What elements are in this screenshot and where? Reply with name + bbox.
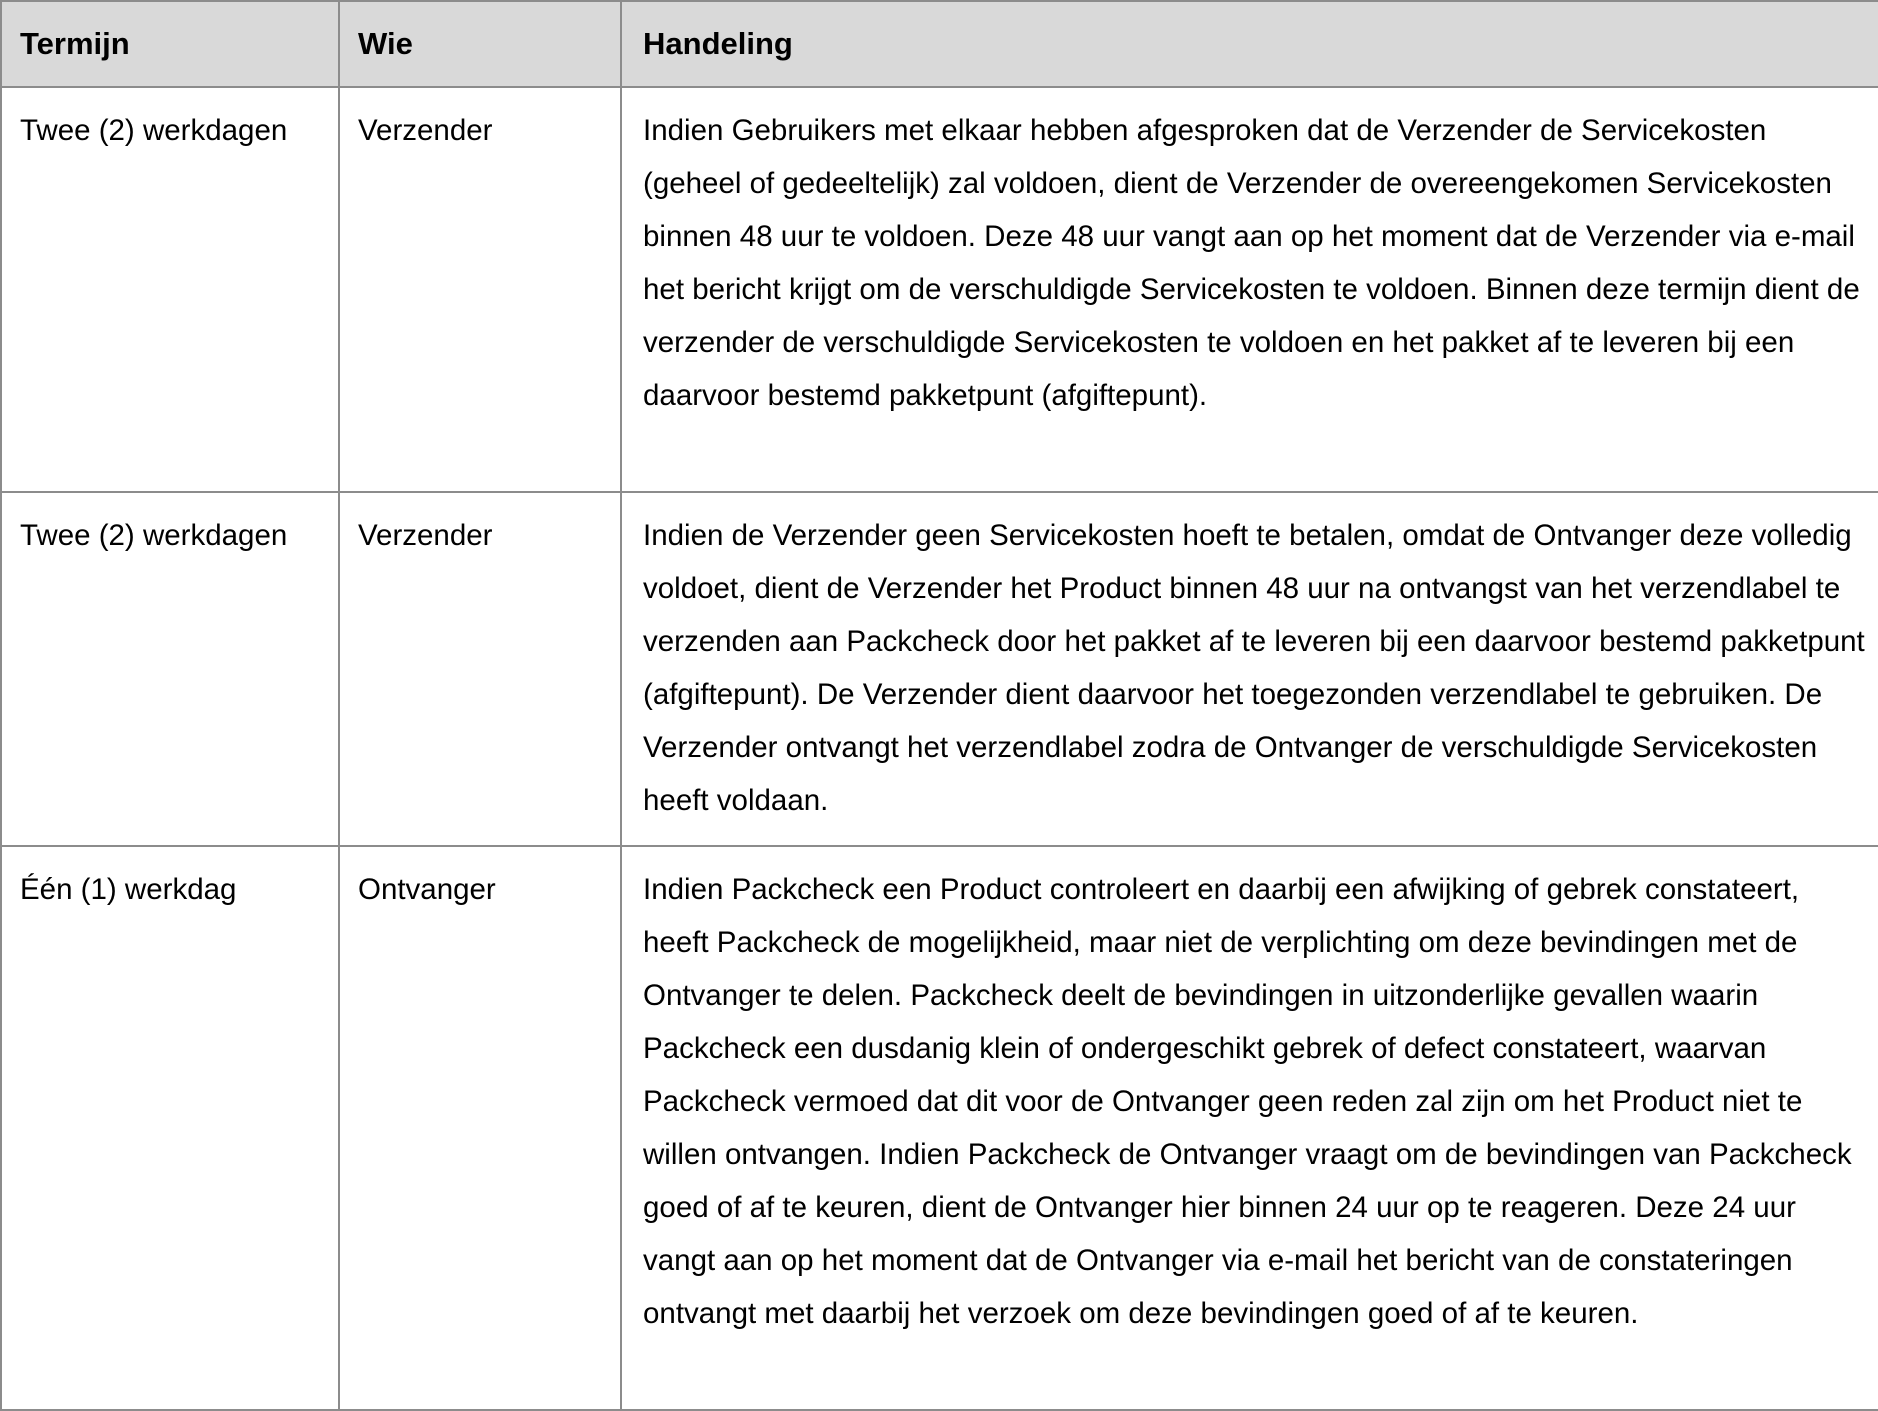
cell-handeling: Indien Packcheck een Product controleert en daarbij een afwijking of gebrek constateert, heeft Packcheck de mogelijkheid, maar niet de verplichting om deze bevindingen met de Ontvanger te delen. Packcheck deelt de bevindingen in uitzonderlijke gevallen waarin Packcheck een dusdanig klein of ondergeschikt gebrek of defect constateert, waarvan Packcheck vermoed dat dit voor de Ontvanger geen reden zal zijn om het Product niet te willen ontvangen. Indien Packcheck de Ontvanger vraagt om de bevindingen van Packcheck goed of af te keuren, dient de Ontvanger hier binnen 24 uur op te reageren. Deze 24 uur vangt aan op het moment dat de Ontvanger via e-mail het bericht van de constateringen ontvangt met daarbij het verzoek om deze bevindingen goed of af te keuren. [621,846,1878,1410]
header-row [1,1,1878,87]
cell-termijn: Twee (2) werkdagen [1,492,339,846]
header-wie: Wie [339,1,621,87]
cell-wie: Ontvanger [339,846,621,1410]
cell-wie: Verzender [339,492,621,846]
header-termijn: Termijn [1,1,339,87]
table-row [1,87,1878,492]
table-row [1,492,1878,846]
table-header [1,1,1878,87]
cell-handeling: Indien de Verzender geen Servicekosten hoeft te betalen, omdat de Ontvanger deze volledig voldoet, dient de Verzender het Product binnen 48 uur na ontvangst van het verzendlabel te verzenden aan Packcheck door het pakket af te leveren bij een daarvoor bestemd pakketpunt (afgiftepunt). De Verzender dient daarvoor het toegezonden verzendlabel te gebruiken. De Verzender ontvangt het verzendlabel zodra de Ontvanger de verschuldigde Servicekosten heeft voldaan. [621,492,1878,846]
cell-termijn: Één (1) werkdag [1,846,339,1410]
cell-termijn: Twee (2) werkdagen [1,87,339,492]
cell-wie: Verzender [339,87,621,492]
table-body [1,87,1878,1410]
cell-handeling: Indien Gebruikers met elkaar hebben afgesproken dat de Verzender de Servicekosten (geheel of gedeeltelijk) zal voldoen, dient de Verzender de overeengekomen Servicekosten binnen 48 uur te voldoen. Deze 48 uur vangt aan op het moment dat de Verzender via e-mail het bericht krijgt om de verschuldigde Servicekosten te voldoen. Binnen deze termijn dient de verzender de verschuldigde Servicekosten te voldoen en het pakket af te leveren bij een daarvoor bestemd pakketpunt (afgiftepunt). [621,87,1878,492]
header-handeling: Handeling [621,1,1878,87]
table-row [1,846,1878,1410]
